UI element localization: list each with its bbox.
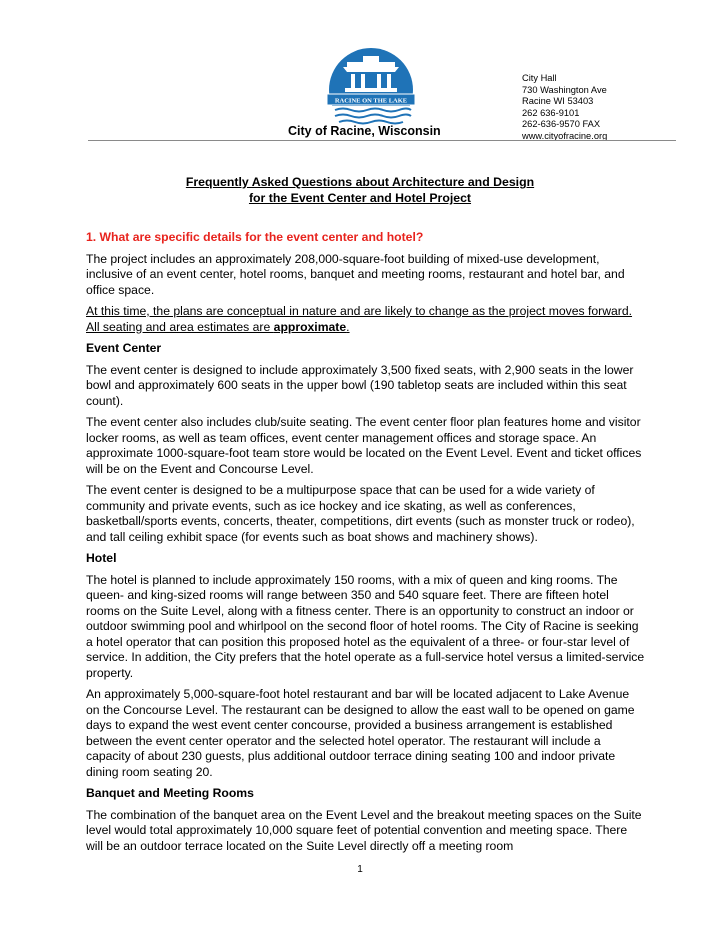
paragraph: The combination of the banquet area on the Event Level and the breakout meeting spaces on the Suite level would total approximately 10,000 square feet of potential convention and meeting space. There will be an outdoor terrace located on the Suite Level directly off a meeting room [86,807,642,853]
city-name: City of Racine, Wisconsin [288,124,441,138]
paragraph: An approximately 5,000-square-foot hotel restaurant and bar will be located adjacent to Lake Avenue on the Concourse Level. The restaurant can be designed to allow the east wall to be opened on game days to expand the west event center concourse, provided a business arrangement is established between the event center operator and the selected hotel operator. The restaurant will include a capacity of about 230 guests, plus additional outdoor terrace dining seating 100 and indoor private dining room seating 20. [86,687,635,779]
contact-line: 262-636-9570 FAX [522,119,601,129]
question-heading: 1. What are specific details for the event center and hotel? [86,230,424,244]
paragraph: The event center is designed to include approximately 3,500 fixed seats, with 2,900 seats in the lower bowl and approximately 600 seats in the upper bowl (190 tabletop seats are included within this seat count). [86,362,634,408]
contact-website: www.cityofracine.org [522,130,608,141]
city-logo [325,44,417,132]
section-heading-banquet: Banquet and Meeting Rooms [86,786,254,800]
notice-bold: approximate [273,319,347,334]
page-number: 1 [357,864,363,875]
title-line-1: Frequently Asked Questions about Architecture and Design [185,175,535,189]
contact-line: City Hall [522,73,557,83]
document-body [86,230,646,860]
notice-text: At this time, the plans are conceptual in nature and are likely to change as the project moves forward. All seating and area estimates are [86,304,633,334]
contact-block [522,73,607,142]
section-heading-event-center: Event Center [86,341,162,355]
notice-end: . [346,319,350,334]
header-divider [88,140,676,141]
notice-paragraph [86,304,646,335]
document-title [0,174,720,206]
intro-paragraph: The project includes an approximately 208,000-square-foot building of mixed-use development, inclusive of an event center, hotel rooms, banquet and meeting rooms, restaurant and hotel bar, and office space. [86,251,625,297]
contact-line: 730 Washington Ave [522,84,607,95]
section-heading-hotel: Hotel [86,551,117,565]
contact-line: 262 636-9101 [522,107,580,118]
contact-line: Racine WI 53403 [522,96,594,106]
paragraph: The event center is designed to be a multipurpose space that can be used for a wide variety of community and private events, such as ice hockey and ice skating, as well as conferences, basketball/sports events, concerts, theater, competitions, dirt events (such as monster truck or rodeo), and tall ceiling exhibit space (for events such as boat shows and machinery shows). [86,483,635,544]
logo-text: RACINE ON THE LAKE [334,97,408,105]
paragraph: The event center also includes club/suite seating. The event center floor plan features home and visitor locker rooms, as well as team offices, event center management offices and storage space. An approximate 1000-square-foot team store would be located on the Event Level. Event and ticket offices will be on the Event and Concourse Level. [86,415,642,476]
paragraph: The hotel is planned to include approximately 150 rooms, with a mix of queen and king rooms. The queen- and king-sized rooms will range between 350 and 540 square feet. There are fifteen hotel rooms on the Suite Level, along with a fitness center. There is an opportunity to construct an indoor or outdoor swimming pool and whirlpool on the second floor of hotel rooms. The City of Racine is seeking a hotel operator that can position this proposed hotel as the equivalent of a three- or four-star level of service. In addition, the City prefers that the hotel operate as a full-service hotel versus a limited-service property. [86,572,645,680]
title-line-2: for the Event Center and Hotel Project [248,191,472,205]
